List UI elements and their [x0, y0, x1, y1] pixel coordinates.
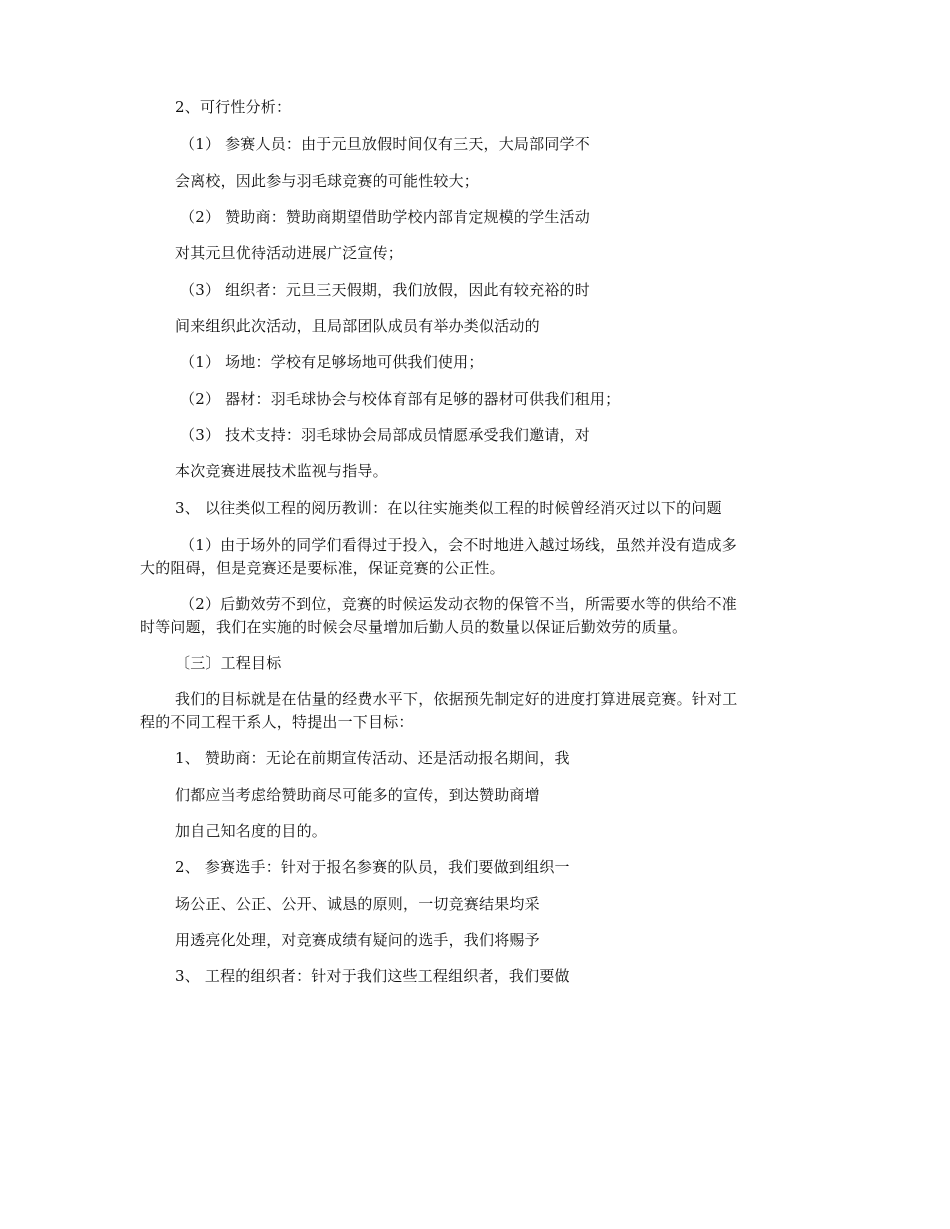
- paragraph-line: 用透亮化处理，对竞赛成绩有疑问的选手，我们将赐予: [175, 931, 540, 949]
- paragraph-line: 们都应当考虑给赞助商尽可能多的宣传，到达赞助商增: [175, 786, 540, 804]
- paragraph-line: 会离校，因此参与羽毛球竞赛的可能性较大；: [175, 172, 480, 190]
- paragraph-line: 加自己知名度的目的。: [175, 822, 328, 840]
- paragraph-line: （1） 场地：学校有足够场地可供我们使用；: [180, 353, 484, 371]
- section-heading-goals: 〔三〕工程目标: [175, 654, 282, 672]
- feasibility-heading: 2、可行性分析：: [175, 98, 292, 116]
- paragraph-line: 大的阻碍，但是竞赛还是要标准，保证竞赛的公正性。: [140, 559, 505, 577]
- paragraph-line: 3、 工程的组织者：针对于我们这些工程组织者，我们要做: [175, 967, 570, 985]
- paragraph-line: （1）由于场外的同学们看得过于投入，会不时地进入越过场线，虽然并没有造成多: [180, 536, 737, 554]
- paragraph-line: 程的不同工程干系人，特提出一下目标：: [140, 713, 414, 731]
- paragraph-line: （2） 赞助商：赞助商期望借助学校内部肯定规模的学生活动: [180, 208, 590, 226]
- paragraph-line: （3） 技术支持：羽毛球协会局部成员情愿承受我们邀请，对: [180, 426, 590, 444]
- paragraph-line: 1、 赞助商：无论在前期宣传活动、还是活动报名期间，我: [175, 749, 570, 767]
- lessons-heading: 3、 以往类似工程的阅历教训：在以往实施类似工程的时候曾经消灭过以下的问题: [175, 499, 722, 517]
- paragraph-line: （3） 组织者：元旦三天假期，我们放假，因此有较充裕的时: [180, 281, 590, 299]
- paragraph-line: 间来组织此次活动，且局部团队成员有举办类似活动的: [175, 317, 540, 335]
- paragraph-line: 我们的目标就是在估量的经费水平下，依据预先制定好的进度打算进展竞赛。针对工: [175, 690, 738, 708]
- paragraph-line: 本次竞赛进展技术监视与指导。: [175, 462, 388, 480]
- paragraph-line: （1） 参赛人员：由于元旦放假时间仅有三天，大局部同学不: [180, 135, 590, 153]
- paragraph-line: 对其元旦优待活动进展广泛宣传；: [175, 244, 404, 262]
- paragraph-line: 时等问题，我们在实施的时候会尽量增加后勤人员的数量以保证后勤效劳的质量。: [140, 618, 688, 636]
- paragraph-line: 2、 参赛选手：针对于报名参赛的队员，我们要做到组织一: [175, 858, 570, 876]
- paragraph-line: （2） 器材：羽毛球协会与校体育部有足够的器材可供我们租用；: [180, 390, 621, 408]
- paragraph-line: （2）后勤效劳不到位，竞赛的时候运发动衣物的保管不当，所需要水等的供给不准: [180, 595, 737, 613]
- paragraph-line: 场公正、公正、公开、诚恳的原则，一切竞赛结果均采: [175, 895, 540, 913]
